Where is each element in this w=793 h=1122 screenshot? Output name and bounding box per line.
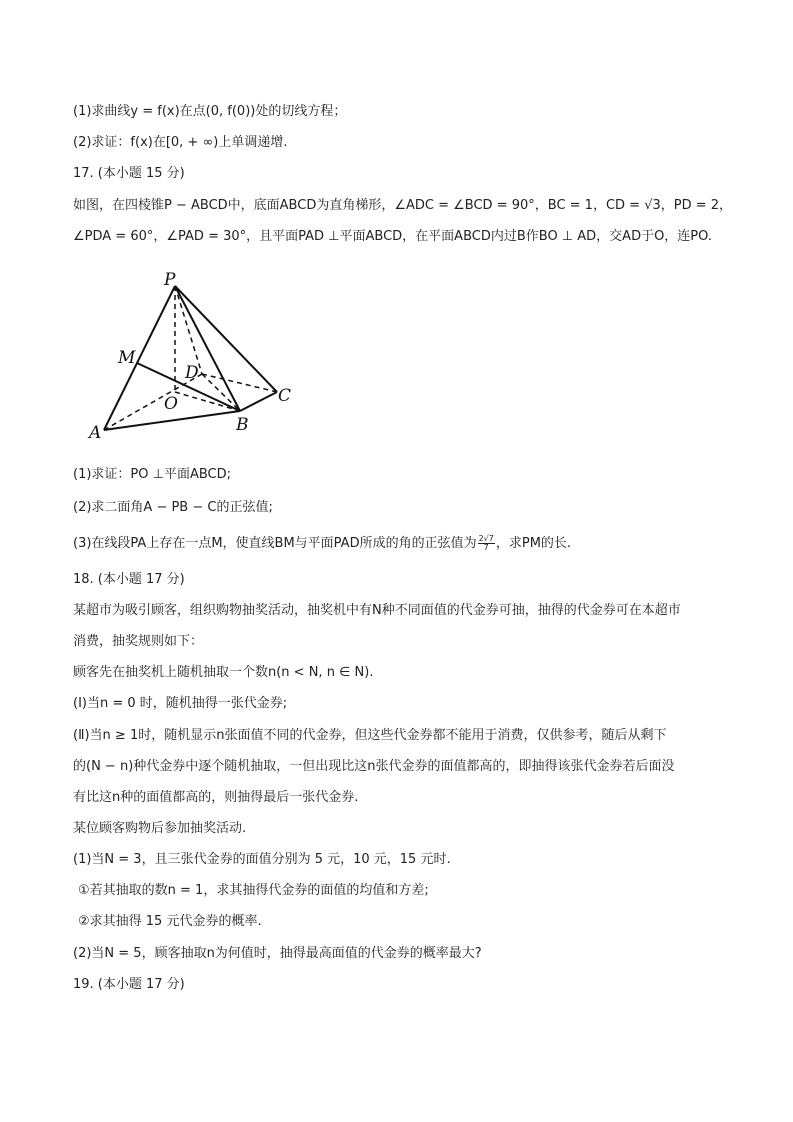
- text-line: 如图，在四棱锥P − ABCD中，底面ABCD为直角梯形，∠ADC = ∠BCD = 90°，BC = 1，CD = √3，PD = 2，: [73, 198, 733, 213]
- fraction-numerator: 2√7: [478, 534, 494, 543]
- text-fragment: (3)在线段PA上存在一点M，使直线BM与平面PAD所成的角的正弦值为: [73, 536, 477, 551]
- text-line: (2)当N = 5，顾客抽取n为何值时，抽得最高面值的代金券的概率最大?: [73, 946, 482, 961]
- text-line: 有比这n种的面值都高的，则抽得最后一张代金券.: [73, 790, 359, 805]
- text-line: ①若其抽取的数n = 1，求其抽得代金券的面值的均值和方差;: [78, 883, 429, 898]
- label-m: M: [118, 348, 136, 368]
- text-fragment: ，求PM的长.: [495, 536, 572, 551]
- text-line: 的(N − n)种代金券中逐个随机抽取，一但出现比这n张代金券的面值都高的，即抽得该张代金券若后面没: [73, 759, 675, 774]
- text-line: (1)求曲线y = f(x)在点(0, f(0))处的切线方程；: [73, 104, 347, 119]
- text-line: (1)当N = 3，且三张代金券的面值分别为 5 元，10 元，15 元时.: [73, 852, 451, 867]
- text-line: (1)求证：PO ⊥平面ABCD;: [73, 467, 231, 482]
- problem-19-heading: 19. (本小题 17 分): [73, 977, 185, 992]
- text-line: (Ⅱ)当n ≥ 1时，随机显示n张面值不同的代金券，但这些代金券都不能用于消费，仅供参考，随后从剩下: [73, 728, 667, 743]
- problem-18-heading: 18. (本小题 17 分): [73, 572, 185, 587]
- label-c: C: [278, 386, 292, 406]
- text-line: (2)求二面角A − PB − C的正弦值;: [73, 500, 273, 515]
- text-line: 某位顾客购物后参加抽奖活动.: [73, 821, 247, 836]
- text-line: [73, 535, 571, 553]
- text-line: ∠PDA = 60°，∠PAD = 30°，且平面PAD ⊥平面ABCD，在平面ABCD内过B作BO ⊥ AD，交AD于O，连PO.: [73, 229, 712, 244]
- label-p: P: [164, 270, 176, 290]
- pyramid-figure: [86, 268, 306, 448]
- text-line: 顾客先在抽奖机上随机抽取一个数n(n < N, n ∈ N).: [73, 665, 374, 680]
- label-a: A: [89, 423, 102, 443]
- fraction: [478, 535, 495, 552]
- label-d: D: [185, 363, 199, 383]
- text-line: ②求其抽得 15 元代金券的概率.: [78, 914, 262, 929]
- fraction-denominator: 7: [483, 543, 489, 552]
- label-o: O: [164, 394, 178, 414]
- problem-17-heading: 17. (本小题 15 分): [73, 166, 185, 181]
- text-line: (Ⅰ)当n = 0 时，随机抽得一张代金券;: [73, 696, 288, 711]
- label-b: B: [236, 415, 249, 435]
- text-line: 某超市为吸引顾客，组织购物抽奖活动，抽奖机中有N种不同面值的代金券可抽，抽得的代金券可在本超市: [73, 603, 681, 618]
- text-line: (2)求证：f(x)在[0, + ∞)上单调递增.: [73, 135, 288, 150]
- text-line: 消费，抽奖规则如下：: [73, 634, 204, 649]
